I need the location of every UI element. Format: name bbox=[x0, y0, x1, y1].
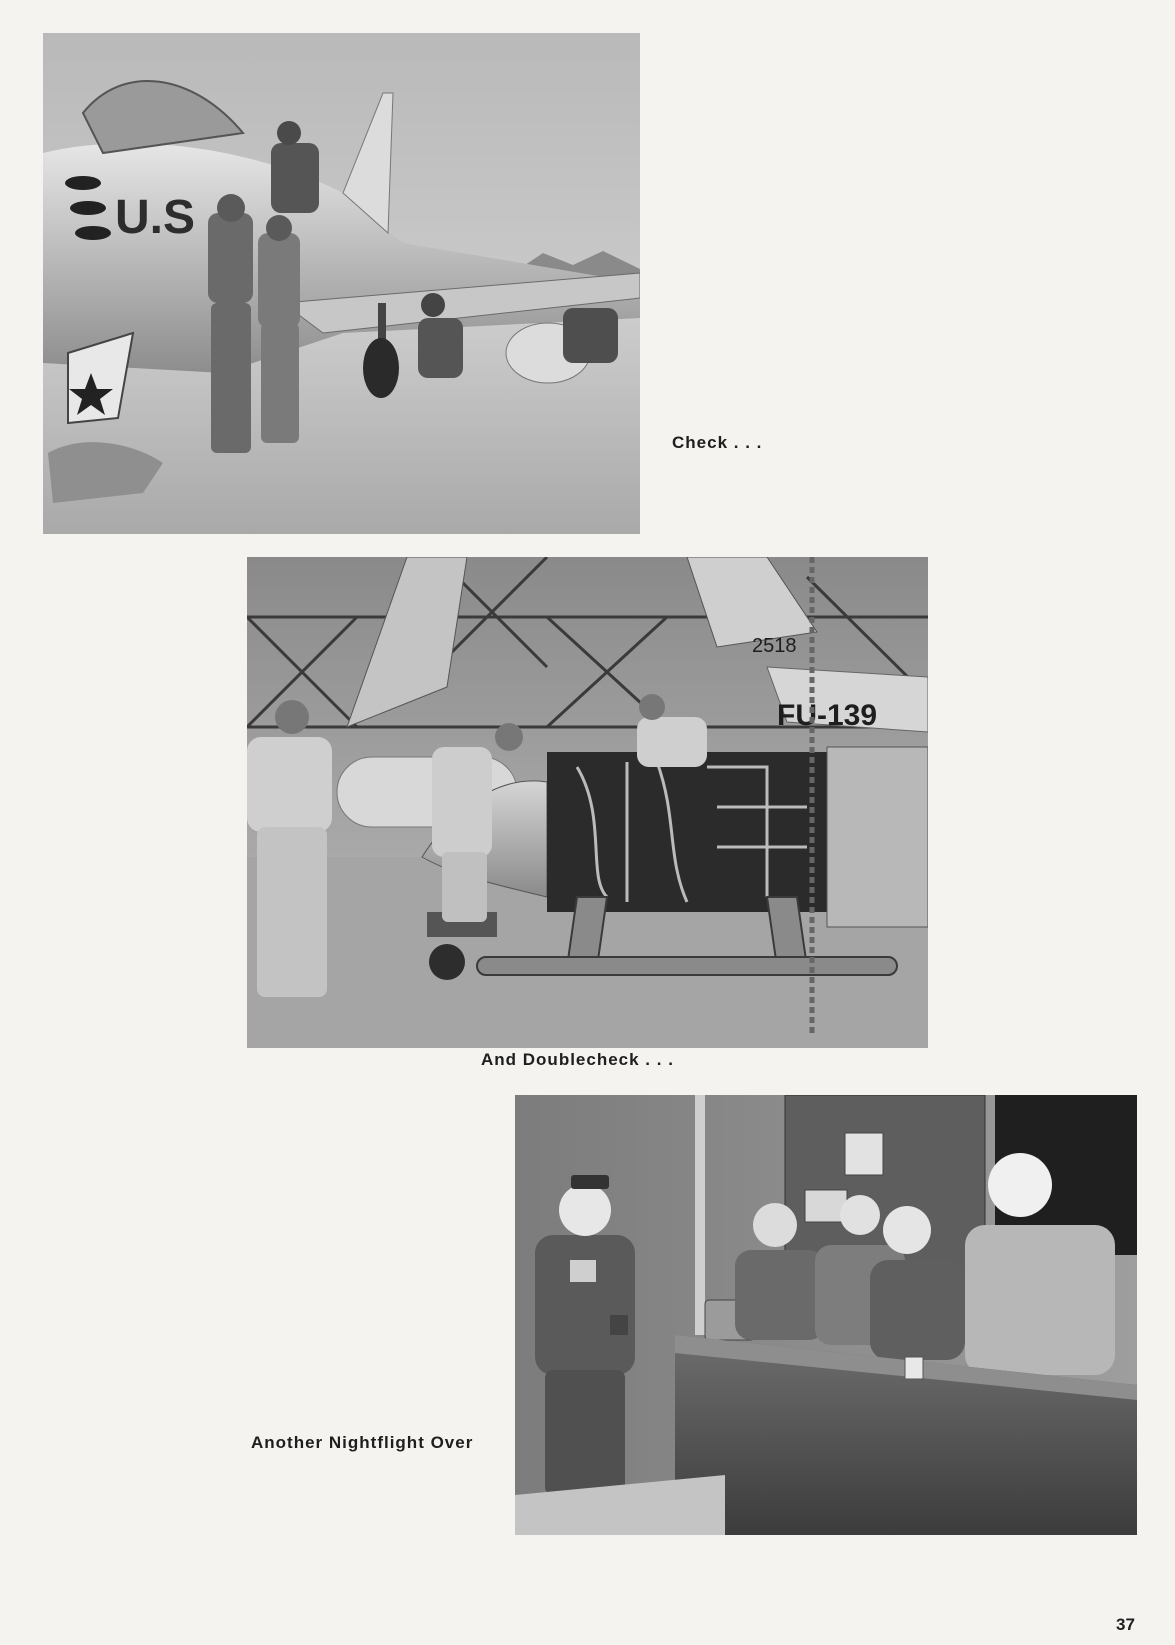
aircraft-marking-us: U.S bbox=[115, 191, 196, 244]
photo-caption-check: Check . . . bbox=[672, 433, 763, 452]
aircraft-marking-fu139: FU-139 bbox=[777, 699, 878, 732]
page-number: 37 bbox=[1116, 1615, 1135, 1634]
aircraft-marking-2518: 2518 bbox=[752, 635, 797, 657]
pilots-lounge-photo bbox=[515, 1095, 1137, 1535]
photo-caption-doublecheck: And Doublecheck . . . bbox=[481, 1050, 674, 1069]
flight-line-photo bbox=[43, 33, 640, 534]
photo-caption-nightflight: Another Nightflight Over bbox=[251, 1433, 474, 1452]
hangar-engine-photo bbox=[247, 557, 928, 1048]
